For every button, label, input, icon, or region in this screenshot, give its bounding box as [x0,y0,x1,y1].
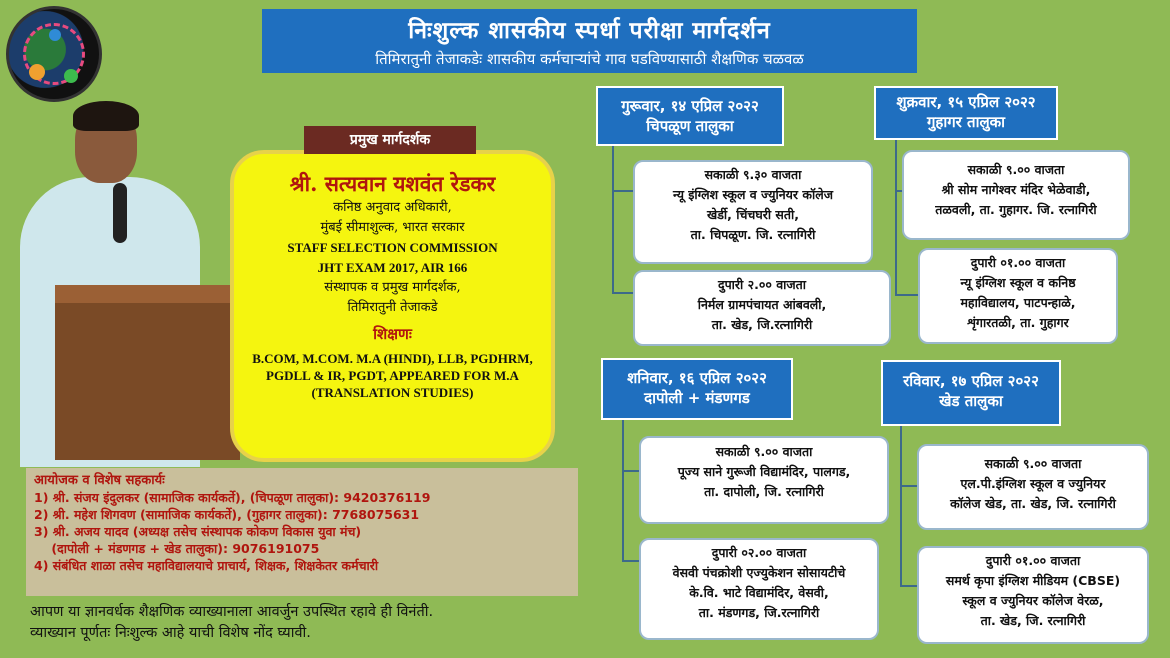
slot-venue-line: न्यू इंग्लिश स्कूल व ज्युनियर कॉलेज [673,187,833,202]
day-date: गुरूवार, १४ एप्रिल २०२२ [621,97,759,115]
day-header-saturday [601,358,793,420]
speaker-hair [73,101,139,131]
slot-time: सकाळी ९.०० वाजता [715,444,813,459]
education-text: B.COM, M.COM. M.A (HINDI), LLB, PGDHRM, PGDLL & IR, PGDT, APPEARED FOR M.A (TRANSLATION STUDIES) [252,351,533,400]
connector-line [612,146,614,294]
guide-label: प्रमुख मार्गदर्शक [304,126,476,154]
slot-venue-line: ता. दापोली, जि. रत्नागिरी [704,484,824,499]
slot-venue-line: ता. खेड, जि. रत्नागिरी [980,613,1086,628]
speaker-photo [0,105,250,460]
connector-line [900,585,918,587]
slot-venue-line: पूज्य साने गुरूजी विद्यामंदिर, पालगड, [677,464,851,479]
slot-venue-line: महाविद्यालय, पाटपन्हाळे, [960,295,1076,310]
connector-line [612,292,634,294]
connector-line [900,425,902,587]
day-header-friday [874,86,1058,140]
connector-line [895,294,919,296]
guide-line: तिमिरातुनी तेजाकडे [347,300,438,315]
note-line: आपण या ज्ञानवर्धक शैक्षणिक व्याख्यानाला आवर्जुन उपस्थित रहावे ही विनंती. [30,604,434,620]
note-line: व्याख्यान पूर्णतः निःशुल्क आहे याची विशेष नोंद घ्यावी. [30,625,311,641]
slot-venue-line: समर्थ कृपा इंग्लिश मीडियम (CBSE) [945,573,1121,588]
day-date: शनिवार, १६ एप्रिल २०२२ [627,369,767,387]
slot-venue-line: ता. मंडणगड, जि.रत्नागिरी [698,605,820,620]
event-slot [633,160,873,264]
slot-venue-line: निर्मल ग्रामपंचायत आंबवली, [697,297,827,312]
event-slot [917,546,1149,644]
event-slot [917,444,1149,530]
slot-time: सकाळी ९.०० वाजता [967,162,1065,177]
podium [55,285,240,460]
guide-line: JHT EXAM 2017, AIR 166 [317,260,468,275]
event-slot [633,270,891,346]
slot-venue-line: ता. चिपळूण. जि. रत्नागिरी [690,227,816,242]
logo-figure [49,29,61,41]
logo-figure [64,69,78,83]
slot-venue-line: कॉलेज खेड, ता. खेड, जि. रत्नागिरी [950,496,1116,511]
day-header-thursday [596,86,784,146]
event-slot [639,538,879,640]
slot-time: सकाळी ९.०० वाजता [984,456,1082,471]
slot-time: दुपारी ०१.०० वाजता [985,553,1081,568]
guide-line: कनिष्ठ अनुवाद अधिकारी, [333,200,452,215]
title-banner [262,9,917,73]
slot-venue-line: ता. खेड, जि.रत्नागिरी [711,317,813,332]
day-header-sunday [881,360,1061,426]
guide-card [230,150,555,462]
day-place: खेड तालुका [939,392,1003,410]
connector-line [612,190,634,192]
page-title: निःशुल्क शासकीय स्पर्धा परीक्षा मार्गदर्शन [408,18,771,44]
day-place: चिपळूण तालुका [646,117,734,135]
connector-line [895,138,897,296]
connector-line [622,560,640,562]
organizer-line: 4) संबंधित शाळा तसेच महाविद्यालयाचे प्राचार्य, शिक्षक, शिक्षकेतर कर्मचारी [34,558,379,573]
slot-venue-line: वेसवी पंचक्रोशी एज्युकेशन सोसायटीचे [672,565,846,580]
slot-time: दुपारी २.०० वाजता [717,277,807,292]
event-slot [639,436,889,524]
guide-name: श्री. सत्यवान यशवंत रेडकर [289,171,496,196]
organizers-box [26,468,578,596]
slot-venue-line: स्कूल व ज्युनियर कॉलेज वेरळ, [962,593,1104,608]
logo-figure [29,64,45,80]
slot-venue-line: तळवली, ता. गुहागर. जि. रत्नागिरी [935,202,1097,217]
organization-logo [6,6,102,102]
microphone-icon [113,183,127,243]
day-place: दापोली + मंडणगड [644,389,750,407]
event-slot [918,248,1118,344]
slot-venue-line: न्यू इंग्लिश स्कूल व कनिष्ठ [960,275,1076,290]
guide-line: संस्थापक व प्रमुख मार्गदर्शक, [324,280,461,295]
day-date: रविवार, १७ एप्रिल २०२२ [903,372,1039,390]
organizer-line: 1) श्री. संजय इंदुलकर (सामाजिक कार्यकर्ते), (चिपळूण तालुका): 9420376119 [34,490,431,505]
organizer-line: (दापोली + मंडणगड + खेड तालुका): 9076191075 [34,541,320,556]
event-slot [902,150,1130,240]
slot-time: दुपारी ०२.०० वाजता [711,545,807,560]
education-heading: शिक्षणः [373,325,412,343]
day-date: शुक्रवार, १५ एप्रिल २०२२ [896,93,1036,111]
guide-line: मुंबई सीमाशुल्क, भारत सरकार [320,220,465,235]
connector-line [622,470,640,472]
organizer-line: 2) श्री. महेश शिगवण (सामाजिक कार्यकर्ते), (गुहागर तालुका): 7768075631 [34,507,420,522]
bottom-note [30,602,590,644]
slot-time: दुपारी ०१.०० वाजता [970,255,1066,270]
slot-venue-line: खेर्डी, चिंचघरी सती, [706,207,799,222]
slot-venue-line: के.वि. भाटे विद्यामंदिर, वेसवी, [689,585,829,600]
slot-time: सकाळी ९.३० वाजता [704,167,802,182]
connector-line [622,418,624,562]
slot-venue-line: श्री सोम नागेश्वर मंदिर भेळेवाडी, [941,182,1091,197]
page-subtitle: तिमिरातुनी तेजाकडेः शासकीय कर्मचाऱ्यांचे गाव घडविण्यासाठी शैक्षणिक चळवळ [375,50,804,68]
guide-line: STAFF SELECTION COMMISSION [287,240,498,255]
organizers-heading: आयोजक व विशेष सहकार्यः [34,473,165,488]
slot-venue-line: एल.पी.इंग्लिश स्कूल व ज्युनियर [960,476,1106,491]
connector-line [900,485,918,487]
day-place: गुहागर तालुका [926,113,1006,131]
slot-venue-line: शृंगारतळी, ता. गुहागर [967,315,1069,330]
organizer-line: 3) श्री. अजय यादव (अध्यक्ष तसेच संस्थापक कोकण विकास युवा मंच) [34,524,362,539]
